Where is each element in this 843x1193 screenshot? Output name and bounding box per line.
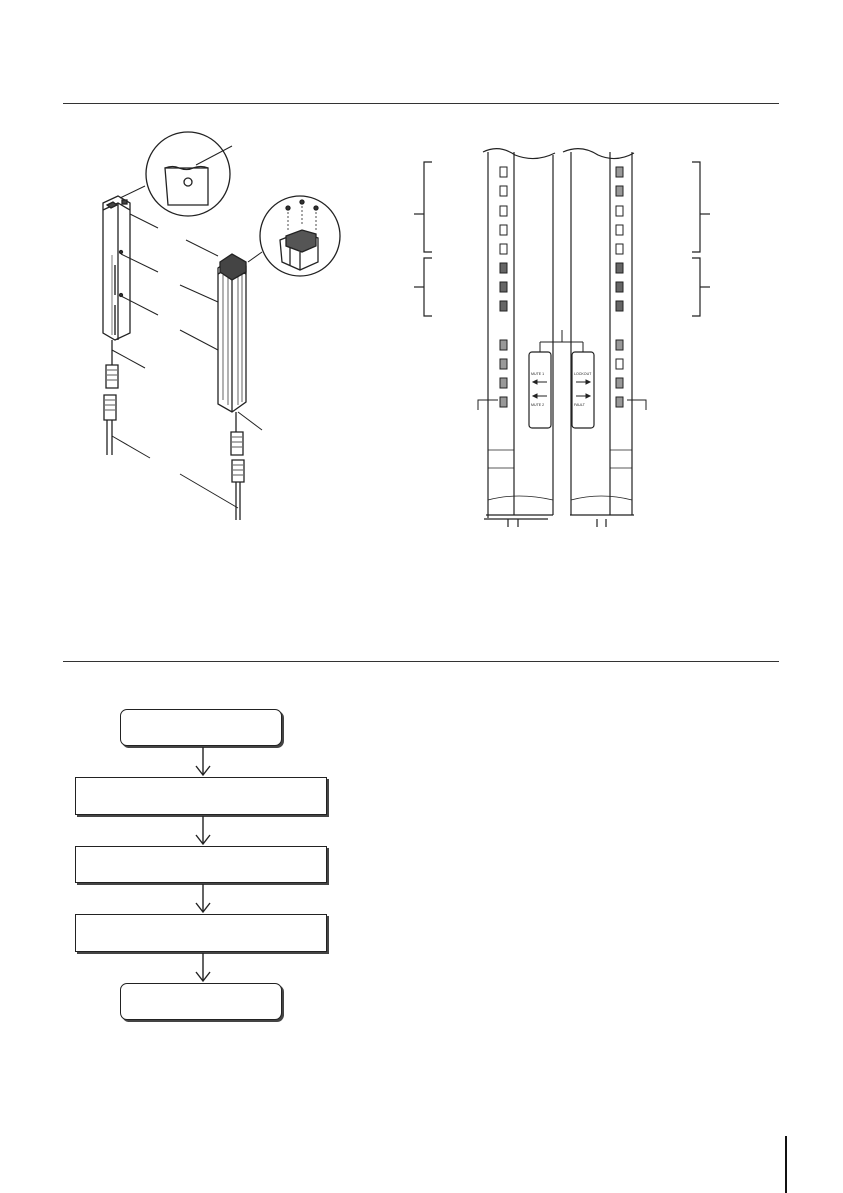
panel-word-right-1: LOCKOUT: [574, 372, 592, 376]
emitter-label-panel: [529, 352, 551, 428]
receiver-label-panel: [572, 352, 594, 428]
flow-end-terminal: [120, 983, 282, 1020]
receiver-break-line: [563, 149, 634, 159]
flow-step-2: [75, 846, 327, 883]
flow-start-terminal: [120, 709, 282, 746]
emitter-break-line: [483, 149, 555, 159]
panel-word-right-2: FAULT: [574, 403, 585, 407]
section-divider-bottom: [63, 661, 779, 662]
page-edge-marker: [785, 1136, 787, 1193]
flow-step-3: [75, 914, 327, 952]
flow-step-1: [75, 777, 327, 815]
panel-word-left-2: MUTE 2: [531, 403, 545, 407]
panel-word-left-1: MUTE 1: [531, 372, 545, 376]
